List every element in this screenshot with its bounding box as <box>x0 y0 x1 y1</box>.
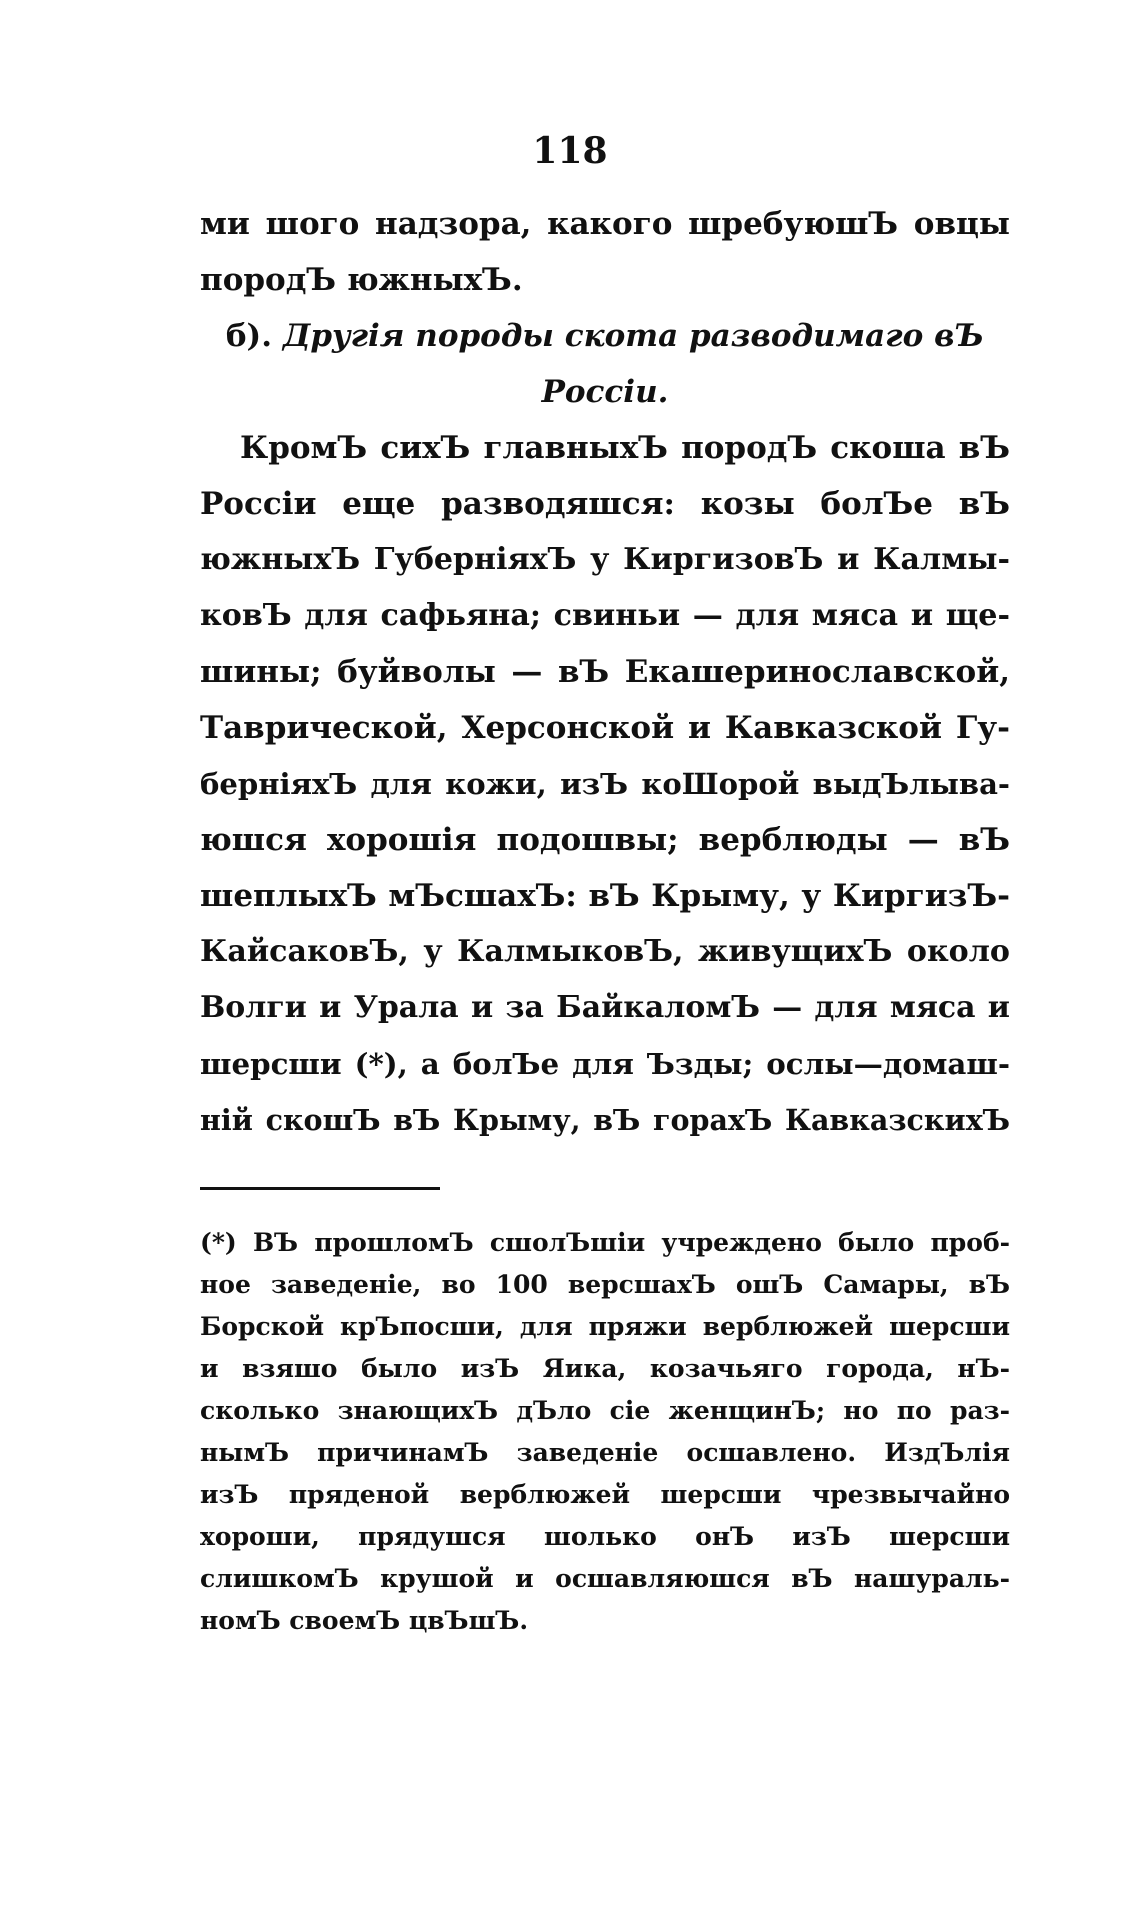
text-line: ми шого надзора, какого шребуюшЪ овцы <box>200 206 1010 242</box>
section-number: б). <box>225 318 273 354</box>
section-title-line-1: Другія породы скота разводимаго вЪ <box>282 318 985 354</box>
paragraph-line: шерсши (*), а болЪе для Ъзды; ослы—домаш- <box>200 1046 1010 1081</box>
footnote-separator <box>200 1187 440 1190</box>
footnote <box>200 1222 1010 1642</box>
paragraph-line: шеплыхЪ мЪсшахЪ: вЪ Крыму, у КиргизЪ- <box>200 878 1010 914</box>
paragraph-line: КромЪ сихЪ главныхЪ породЪ скоша вЪ <box>240 430 1010 466</box>
paragraph-line: ковЪ для сафьяна; свиньи — для мяса и ще- <box>200 598 1010 633</box>
paragraph-line: КайсаковЪ, у КалмыковЪ, живущихЪ около <box>200 934 1010 969</box>
footnote-line: номЪ своемЪ цвЪшЪ. <box>200 1606 529 1635</box>
footnote-line: (*) ВЪ прошломЪ сшолЪшіи учреждено было проб- <box>200 1228 1010 1257</box>
footnote-line: Борской крЪпосши, для пряжи верблюжей шерсши <box>200 1312 1010 1341</box>
paragraph-line: Волги и Урала и за БайкаломЪ — для мяса и <box>200 990 1010 1025</box>
paragraph-line: Таврической, Херсонской и Кавказской Гу- <box>200 710 1010 746</box>
footnote-line: хороши, прядушся шолько онЪ изЪ шерсши <box>200 1522 1010 1551</box>
footnote-line: ное заведеніе, во 100 версшахЪ ошЪ Самары, вЪ <box>200 1270 1010 1299</box>
paragraph-line: Россіи еще разводяшся: козы болЪе вЪ <box>200 486 1010 522</box>
paragraph-line: ній скошЪ вЪ Крыму, вЪ горахЪ КавказскихЪ <box>200 1103 1010 1137</box>
paragraph-line: берніяхЪ для кожи, изЪ коШорой выдЪлыва- <box>200 767 1010 801</box>
paragraph-line: южныхЪ ГуберніяхЪ у КиргизовЪ и Калмы- <box>200 542 1010 577</box>
paragraph-line: юшся хорошія подошвы; верблюды — вЪ <box>200 822 1010 858</box>
footnote-line: нымЪ причинамЪ заведеніе осшавлено. ИздЪлія <box>200 1438 1010 1467</box>
page-number: 118 <box>532 130 608 172</box>
footnote-line: сколько знающихЪ дЪло сіе женщинЪ; но по раз- <box>200 1396 1010 1425</box>
footnote-line: и взяшо было изЪ Яика, козачьяго города, нЪ- <box>200 1354 1010 1383</box>
main-text <box>200 196 1010 1148</box>
section-title-line-2: Россіи. <box>541 374 669 410</box>
footnote-line: изЪ пряденой верблюжей шерсши чрезвычайно <box>200 1480 1010 1509</box>
paragraph-line: шины; буйволы — вЪ Екашеринославской, <box>200 654 1010 690</box>
text-line: породЪ южныхЪ. <box>200 262 523 298</box>
footnote-line: слишкомЪ крушой и осшавляюшся вЪ нашураль- <box>200 1564 1010 1593</box>
section-heading <box>200 308 1010 364</box>
